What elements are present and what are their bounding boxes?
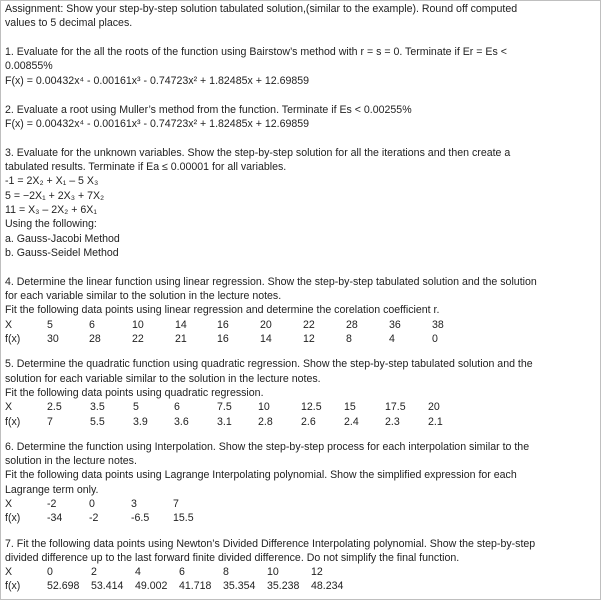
q5-line: solution for each variable similar to the solution in the lecture notes. <box>5 372 321 385</box>
q7-line: divided difference up to the last forward finite divided difference. Do not simplify the final function. <box>5 551 460 564</box>
table-cell: 12 <box>311 566 323 579</box>
table-cell: f(x) <box>5 415 21 428</box>
q3-equation: 5 = −2X₁ + 2X₃ + 7X₂ <box>5 189 105 202</box>
table-cell: 41.718 <box>179 580 212 593</box>
table-cell: 17.5 <box>385 401 406 414</box>
table-cell: 2.6 <box>301 415 316 428</box>
table-cell: 15.5 <box>173 512 194 525</box>
table-cell: 4 <box>135 566 141 579</box>
table-cell: 20 <box>428 401 440 414</box>
table-cell: 8 <box>346 333 352 346</box>
table-cell: 10 <box>132 318 144 331</box>
q4-line: for each variable similar to the solution in the lecture notes. <box>5 290 282 303</box>
q5-line: Fit the following data points using quadratic regression. <box>5 386 264 399</box>
q4-data-table <box>5 318 462 347</box>
table-cell: -34 <box>47 512 63 525</box>
table-cell: 3.6 <box>174 415 189 428</box>
table-cell: 3.5 <box>90 401 105 414</box>
q3-method: a. Gauss-Jacobi Method <box>5 232 120 245</box>
table-cell: 2.1 <box>428 415 443 428</box>
question-4 <box>5 275 597 346</box>
table-cell: 49.002 <box>135 580 168 593</box>
table-cell: 16 <box>217 318 229 331</box>
question-7 <box>5 537 597 594</box>
table-cell: 48.234 <box>311 580 344 593</box>
q3-line: tabulated results. Terminate if Ea ≤ 0.00001 for all variables. <box>5 161 287 174</box>
table-cell: f(x) <box>5 333 21 346</box>
table-row <box>5 497 213 511</box>
q1-function: F(x) = 0.00432x⁴ - 0.00161x³ - 0.74723x² + 1.82485x + 12.69859 <box>5 74 310 87</box>
table-cell: 38 <box>432 318 444 331</box>
question-5 <box>5 357 597 428</box>
q6-line: 6. Determine the function using Interpolation. Show the step-by-step process for each interpolation similar to the <box>5 440 530 453</box>
assignment-document <box>5 2 597 594</box>
table-cell: 0 <box>432 333 438 346</box>
table-cell: X <box>5 401 13 414</box>
q6-line: solution in the lecture notes. <box>5 455 137 468</box>
intro-line: Assignment: Show your step-by-step solution tabulated solution,(similar to the example). Round off computed <box>5 3 518 15</box>
table-row <box>5 579 355 593</box>
question-2 <box>5 103 597 132</box>
table-cell: 12 <box>303 333 315 346</box>
table-cell: 2.3 <box>385 415 400 428</box>
table-cell: 5.5 <box>90 415 105 428</box>
table-cell: 7.5 <box>217 401 232 414</box>
q3-line: Using the following: <box>5 218 97 231</box>
table-cell: 53.414 <box>91 580 124 593</box>
table-cell: 10 <box>267 566 279 579</box>
table-cell: 35.238 <box>267 580 300 593</box>
table-cell: 6 <box>179 566 185 579</box>
table-cell: f(x) <box>5 580 21 593</box>
table-cell: 6 <box>89 318 95 331</box>
table-cell: 22 <box>132 333 144 346</box>
table-cell: 20 <box>260 318 272 331</box>
table-cell: 5 <box>47 318 53 331</box>
table-cell: f(x) <box>5 512 21 525</box>
table-row <box>5 400 458 414</box>
table-row <box>5 415 458 429</box>
table-cell: 0 <box>47 566 53 579</box>
q4-line: Fit the following data points using linear regression and determine the corelation coefficient r. <box>5 304 440 317</box>
question-1 <box>5 45 597 88</box>
q6-line: Fit the following data points using Lagrange Interpolating polynomial. Show the simplified expression for each <box>5 469 517 482</box>
table-cell: 4 <box>389 333 395 346</box>
table-cell: 3 <box>131 497 137 510</box>
table-cell: 36 <box>389 318 401 331</box>
table-cell: 30 <box>47 333 59 346</box>
q1-line: 0.00855% <box>5 60 53 73</box>
table-cell: 52.698 <box>47 580 80 593</box>
q2-line: 2. Evaluate a root using Muller’s method from the function. Terminate if Es < 0.00255% <box>5 103 412 116</box>
q2-function: F(x) = 0.00432x⁴ - 0.00161x³ - 0.74723x² + 1.82485x + 12.69859 <box>5 117 310 130</box>
table-cell: 7 <box>173 497 179 510</box>
table-cell: 2.4 <box>344 415 359 428</box>
q7-line: 7. Fit the following data points using Newton’s Divided Difference Interpolating polynomial. Show the step-by-step <box>5 537 536 550</box>
table-cell: 3.1 <box>217 415 232 428</box>
table-cell: -6.5 <box>131 512 150 525</box>
table-cell: -2 <box>89 512 99 525</box>
q3-method: b. Gauss-Seidel Method <box>5 246 119 259</box>
table-cell: 14 <box>175 318 187 331</box>
question-3 <box>5 146 597 260</box>
table-cell: 2.5 <box>47 401 62 414</box>
table-cell: 2.8 <box>258 415 273 428</box>
table-row <box>5 565 355 579</box>
q6-data-table <box>5 497 213 526</box>
table-cell: X <box>5 318 13 331</box>
table-cell: 16 <box>217 333 229 346</box>
table-cell: 6 <box>174 401 180 414</box>
table-row <box>5 332 462 346</box>
table-cell: 8 <box>223 566 229 579</box>
table-cell: 28 <box>89 333 101 346</box>
table-row <box>5 318 462 332</box>
q4-line: 4. Determine the linear function using linear regression. Show the step-by-step tabulated solution and the solution <box>5 275 537 288</box>
q3-line: 3. Evaluate for the unknown variables. Show the step-by-step solution for all the iterations and then create a <box>5 146 511 159</box>
q3-equation: 11 = X₃ – 2X₂ + 6X₁ <box>5 204 97 217</box>
table-cell: 14 <box>260 333 272 346</box>
question-6 <box>5 440 597 526</box>
table-cell: 7 <box>47 415 53 428</box>
table-cell: 3.9 <box>133 415 148 428</box>
table-cell: 22 <box>303 318 315 331</box>
q7-data-table <box>5 565 355 594</box>
table-cell: 35.354 <box>223 580 256 593</box>
table-cell: X <box>5 566 13 579</box>
table-cell: 12.5 <box>301 401 322 414</box>
intro-line: values to 5 decimal places. <box>5 17 133 30</box>
q1-line: 1. Evaluate for the all the roots of the function using Bairstow’s method with r = s = 0. Terminate if Er = Es < <box>5 46 507 59</box>
table-cell: 15 <box>344 401 356 414</box>
q5-line: 5. Determine the quadratic function using quadratic regression. Show the step-by-step tabulated solution and the <box>5 358 533 371</box>
q5-data-table <box>5 400 458 429</box>
q3-equation: -1 = 2X₂ + X₁ – 5 X₃ <box>5 175 99 188</box>
table-cell: 10 <box>258 401 270 414</box>
table-cell: 28 <box>346 318 358 331</box>
table-cell: 2 <box>91 566 97 579</box>
table-cell: 0 <box>89 497 95 510</box>
q6-line: Lagrange term only. <box>5 483 99 496</box>
table-cell: -2 <box>47 497 57 510</box>
table-cell: X <box>5 497 13 510</box>
table-row <box>5 511 213 525</box>
table-cell: 5 <box>133 401 139 414</box>
assignment-intro <box>5 2 597 31</box>
table-cell: 21 <box>175 333 187 346</box>
